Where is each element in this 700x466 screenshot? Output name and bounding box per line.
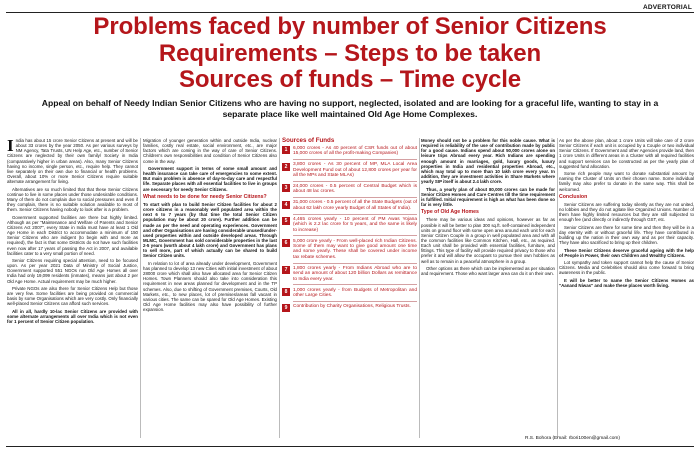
col2-paragraph-1: Migration of younger generation within and outside India, nuclear families, costly real estate, social environment, etc., are major factors which are coming in the way of care of Senior Citizens. Children's own responsibilities and condition of Senior Citizens also come in the way.: [143, 138, 277, 164]
col1-paragraph-5: Private NGOs are also there for Senior Citizens Help but those are very few. Some facilities are being provided on commercial basis by some Organisations which are very costly. Only financially well-placed Senior Citizens can afford such services.: [7, 285, 138, 307]
source-divider: [293, 214, 417, 215]
source-number: 2: [282, 163, 290, 171]
col2-paragraph-2: To start with plan to build Senior Citizen facilities for about 2 crore citizens in a reasonably well populated area within the next 6 to 7 years (by that time the total Senior Citizen population may be about 20 crore). Further addition can be made as per the need and operating experiences. Government and other Organisations are having considerable unused/under-used properties within and outside developed areas. Through MLMC, Government has sold considerable properties in the last 2-5 years (worth about 4 lakh crore) and Government has plans to sell more, part of which actually can be shared to build Senior Citizen units.: [143, 201, 277, 259]
source-number: 7: [282, 266, 290, 274]
headline-line-2: Requirements – Steps to be taken: [158, 39, 542, 67]
source-text: 6,000 crores - As 40 percent of CSR funds out of about 15,000 crores of all the profit-making Companies): [293, 145, 417, 157]
col4-paragraph-2: Thus, a yearly plan of about 80,000 crores can be made for Senior Citizen Homes and Care Centres till the time requirement is fulfilled. Initial requirement is high as what has been done so far is very little.: [421, 186, 555, 208]
source-divider: [293, 159, 417, 160]
col5-subheading: Conclusion: [559, 193, 588, 200]
source-number: 8: [282, 288, 290, 296]
column-divider: [140, 138, 141, 438]
source-number: 3: [282, 184, 290, 192]
source-item: [282, 200, 417, 211]
source-divider: [293, 284, 417, 285]
headline-line-3: Sources of funds – Time cycle: [178, 66, 522, 93]
col4-paragraph-4: Other options as there which can be implemented as per situation and requirement. Those who want larger area can do it on their own.: [421, 265, 555, 277]
col5-paragraph-2: Some rich people may want to donate substantial amount by naming the Cluster of Units on their chosen name. Some individual family may also prefer to donate in the same way. This shall be welcomed.: [559, 171, 694, 192]
col1-paragraph-3: Government supported facilities are there but highly limited. Although as per "Maintenance and Welfare of Parents and Senior Citizens Act 2007", every State in India must have at least 1 Old Age Home in each District to accommodate a minimum of 150 Senior Citizens who are indigent (to begin with and more as required), the fact is that some Districts do not have such facilities even now after 17 years of passing the Act in 2007, and available facilities cater to a very small portion of need.: [7, 214, 138, 256]
col2-paragraph-1b: Government support in terms of some small amount and health insurance can take care of emergencies to some extent. But main problem is absence of day-to-day care and respectful life. Separate places with all essential facilities to live in groups are necessary for needy Senior Citizens.: [143, 165, 277, 192]
source-text: 1,000 crores yearly - from Budgets of Metropolitan and other Large Cities.: [293, 287, 417, 298]
byline: R.S. Bohora (Email: rbori100en@gmail.com): [525, 436, 620, 441]
col2-paragraph-3: In relation to lot of area already under development, Government has planned to develop 13 new Cities with initial investment of about 28000 crore which shall also have allocated area for Senior Citizen Homes. Town Planners should also take into consideration this requirement in new areas planned for development and in the TP schemes. Also, due to shifting of Government premises, Courts, Old Markets, etc., to new places, lot of premises/areas fall vacant in various cities. The same can be spared for Old Age Homes. Existing Old Age Home facilities may also have possibility of further expansion.: [143, 260, 277, 313]
col5-paragraph-4: Senior Citizens are there for some time and then they will be in a day eternity with or without graceful life. They have contributed in building up the nation in their own way and as per their capacity. They have also sacrificed to bring up their children.: [559, 224, 694, 246]
bottom-rule: [6, 446, 694, 447]
source-text: 5,000 crore yearly - From well-placed rich Indian Citizens. Some of them may want to give good amount one time and some yearly. These shall be covered under income tax rebate schemes.: [293, 238, 417, 260]
source-text: 3,800 crores - As 30 percent of MP, MLA Local Area Development Fund out of about 12,800 crores per year for all the MPs and State MLAs): [293, 162, 417, 178]
col5-paragraph-4c: Lot sympathy and token support cannot help the cause of Senior Citizens. Media and Celebrities should also come forward to bring awareness in the public.: [559, 260, 694, 276]
col1-paragraph-2: Alternatives are so much limited that that these Senior Citizens continue to live in some places under those undesirable conditions. Many of them do not complain due to social pressures and even if they complain, there is no suitable solution available to most of them. Senior Citizens having nobody to look after is a problem.: [7, 186, 138, 213]
source-item: [282, 304, 417, 313]
source-item: [282, 162, 417, 178]
deck-subheading: Appeal on behalf of Needy Indian Senior Citizens who are having no support, neglected, isolated and are looking for a graceful life, wanting to stay in a separate place like well maintained Old Age Home Complexes.: [41, 98, 659, 119]
source-text: Contribution by Charity Organisations, Religious Trusts.: [293, 303, 411, 309]
sources-title: Sources of Funds: [282, 137, 335, 144]
col4-subheading: Type of Old Age Homes: [421, 209, 479, 216]
col2-subheading: What needs to be done for needy Senior Citizens?: [143, 193, 267, 200]
source-item: [282, 239, 417, 261]
col1-paragraph-1: India has about 15 crore Senior Citizens at present and will be about 33 crores by the year 2050. As per various surveys by NM Agency, Tata Trusts, UN Help Age, etc., number of Senior Citizens are neglected by their own family/ Society in India (comparatively higher in urban areas). Also, many Senior Citizens having no income, single person, etc., require help. They cannot live separately on their own due to financial or health problems. Overall, about 10% or more Senior Citizens require suitable alternate arrangement for living.: [7, 136, 138, 185]
col4-paragraph-3: There may be various ideas and opinions, however as far as possible it will be better to plan 300 sq.ft. self-contained independent units on ground floor with some open area around each unit for each Senior Citizen Couple in a group in well populated area and with all the common facilities like Common Kitchen, Hall, etc., as required. Each unit shall be provided with essential facilities, furniture, and fittings. This type of facility will provide required privacy to those who prefer it and will allow the occupant to pursue their own hobbies as well as to remain in a peaceful atmosphere in a group.: [421, 217, 555, 264]
col5-paragraph-3: Senior Citizens are suffering today silently as they are not united, no lobbies and they do not agitate like Organized Unions. Number of them have highly limited resources but they are still subjected to enough fee (and directly or indirectly through GST, etc.: [559, 201, 694, 223]
column-divider: [419, 138, 420, 438]
source-number: 4: [282, 201, 290, 209]
column-5: [559, 138, 694, 290]
source-divider: [293, 181, 417, 182]
column-divider: [279, 138, 280, 438]
source-item: [282, 266, 417, 282]
source-number: 5: [282, 217, 290, 225]
source-number: 9: [282, 304, 290, 312]
source-text: 24,000 crores - 0.5 percent of Central Budget which is about 48 lac crores.: [293, 183, 417, 195]
source-text: 31,000 crores - 0.5 percent of all the State Budgets (out of about 62 lakh crore yearly Budget of all States of India).: [293, 200, 417, 211]
source-divider: [293, 197, 417, 198]
source-text: 4,465 crores yearly - 10 percent of PM Awas Yojana (which is 2.2 lac crore for 5 years, and the same is likely to increase): [293, 216, 417, 233]
headline: [0, 14, 700, 94]
col5-paragraph-4b: These Senior Citizens deserve graceful ageing with the help of People in Power, their own Children and Wealthy Citizens.: [559, 247, 694, 258]
source-item: [282, 217, 417, 233]
column-1: [7, 138, 138, 326]
source-item: [282, 184, 417, 195]
source-text: 1,800 crores yearly - From Indians Abroad who are to send an amount of about 120 billion Dollars as remittance to India every year.: [293, 265, 417, 282]
column-2: [143, 138, 277, 315]
source-item: [282, 288, 417, 299]
col1-paragraph-4: Senior Citizens requiring special attention, need to be focused upon. As per year 2021 Data of Ministry of Social Justice, Government supported 551 NGOs run Old Age Homes all over India had only 19,099 residents (inmates), means just about 2 per Old Age Home. Actual requirement may be much higher.: [7, 258, 138, 284]
source-divider: [293, 301, 417, 302]
source-divider: [293, 235, 417, 236]
col4-paragraph-1: Money should not be a problem for this noble cause. What is required is reliability of the use of contribution made by public for a good cause. Indians spend about 50,000 crores alone on leisure trips Abroad every year. Rich Indians are spending enough amount in marriages, gold, luxury goods, luxury properties in India and residential properties Abroad, etc., which may total up to more than 10 lakh crore every year. In addition, they are investment activities in Share Markets where yearly SIP itself is about 2.4 lakh crore.: [421, 138, 555, 185]
source-divider: [293, 263, 417, 264]
advertorial-tag: ADVERTORIAL: [642, 4, 692, 11]
column-4: [421, 138, 555, 278]
source-number: 1: [282, 146, 290, 154]
col5-paragraph-1: As per the above plan, about 1 crore Units will take care of 2 crore Senior Citizens if each unit is occupied by a Couple or two individual Senior Citizens. If Government and other Agencies provide land, then 1 crore Units in different areas in a Cluster with all required facilities and support services can be constructed as per the yearly plan of suggested fund allocation.: [559, 138, 694, 169]
sources-of-funds-box: [282, 138, 417, 315]
drop-cap: I: [7, 136, 14, 155]
source-item: [282, 146, 417, 157]
source-number: 6: [282, 239, 290, 247]
col1-paragraph-6: All in all, hardly 10-lac Senior Citizens are provided with some alternate arrangements all over India which is not even for 1 percent of Senior Citizen population.: [7, 308, 138, 325]
headline-line-1: Problems faced by number of Senior Citizens: [93, 13, 607, 40]
column-divider: [557, 138, 558, 438]
col5-paragraph-5: It will be better to name the Senior Citizens Homes as "Aanand Niwas" and make these places worth living.: [559, 277, 694, 288]
